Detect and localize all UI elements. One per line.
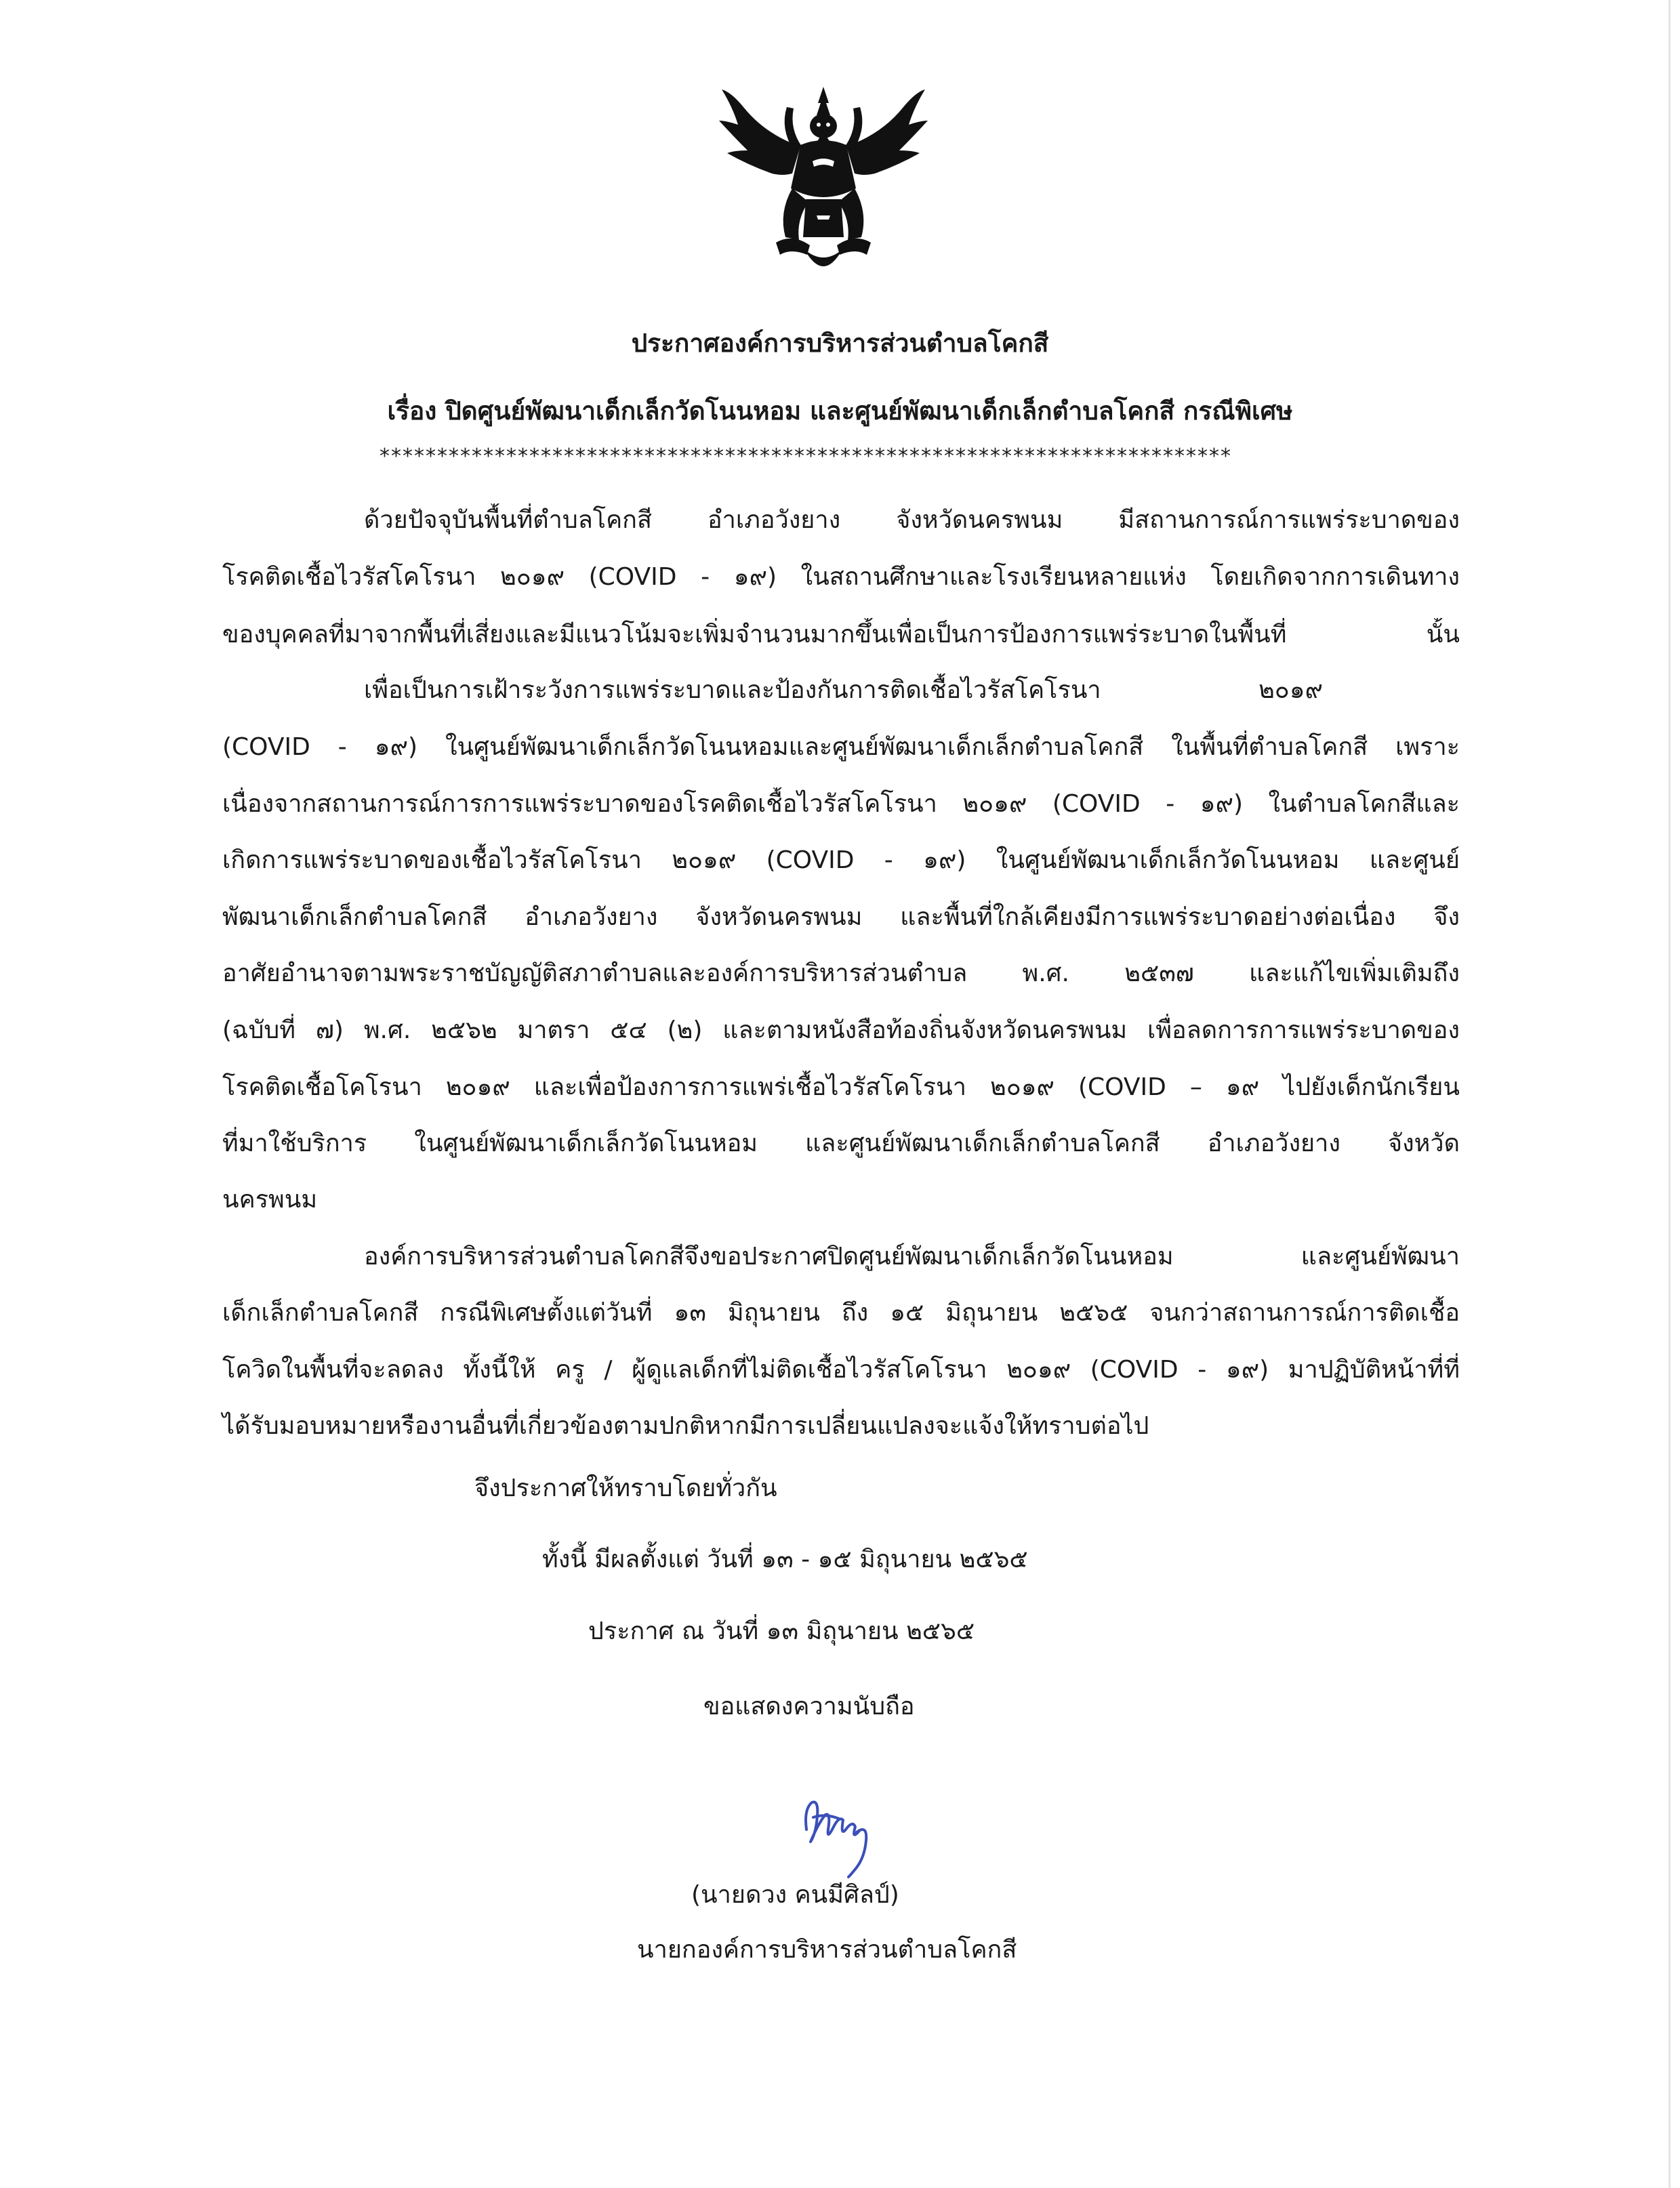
signer-title: นายกองค์การบริหารส่วนตำบลโคกสี (637, 1936, 1017, 1964)
announcement-title: ประกาศองค์การบริหารส่วนตำบลโคกสี (631, 329, 1049, 358)
paragraph-2-line-9: ที่มาใช้บริการ ในศูนย์พัฒนาเด็กเล็กวัดโนนหอม และศูนย์พัฒนาเด็กเล็กตำบลโคกสี อำเภอวังยาง จังหวัด (222, 1130, 1460, 1157)
garuda-emblem-icon (718, 80, 929, 283)
signer-name: (นายดวง คนมีศิลป์) (691, 1881, 899, 1909)
paragraph-2-line-5: พัฒนาเด็กเล็กตำบลโคกสี อำเภอวังยาง จังหวัดนครพนม และพื้นที่ใกล้เคียงมีการแพร่ระบาดอย่างต่อเนื่อง จึง (222, 903, 1460, 931)
paragraph-2-line-7: (ฉบับที่ ๗) พ.ศ. ๒๕๖๒ มาตรา ๕๔ (๒) และตามหนังสือท้องถิ่นจังหวัดนครพนม เพื่อลดการการแพร่ระบาดของ (222, 1016, 1460, 1044)
paragraph-2-line-6: อาศัยอำนาจตามพระราชบัญญัติสภาตำบลและองค์การบริหารส่วนตำบล พ.ศ. ๒๕๓๗ และแก้ไขเพิ่มเติมถึง (222, 959, 1460, 987)
paragraph-2-line-10: นครพนม (222, 1186, 318, 1214)
paragraph-2-line-8: โรคติดเชื้อโคโรนา ๒๐๑๙ และเพื่อป้องการการแพร่เชื้อไวรัสโคโรนา ๒๐๑๙ (COVID – ๑๙ ไปยังเด็กนักเรียน (222, 1073, 1460, 1101)
paragraph-2-line-2: (COVID - ๑๙) ในศูนย์พัฒนาเด็กเล็กวัดโนนหอมและศูนย์พัฒนาเด็กเล็กตำบลโคกสี ในพื้นที่ตำบลโคกสี เพราะ (222, 733, 1460, 761)
paragraph-3-line-1: องค์การบริหารส่วนตำบลโคกสีจึงขอประกาศปิดศูนย์พัฒนาเด็กเล็กวัดโนนหอม และศูนย์พัฒนา (364, 1243, 1460, 1271)
paragraph-2-line-4: เกิดการแพร่ระบาดของเชื้อไวรัสโคโรนา ๒๐๑๙ (COVID - ๑๙) ในศูนย์พัฒนาเด็กเล็กวัดโนนหอม และศูนย์ (222, 846, 1460, 874)
announcement-subject: เรื่อง ปิดศูนย์พัฒนาเด็กเล็กวัดโนนหอม และศูนย์พัฒนาเด็กเล็กตำบลโคกสี กรณีพิเศษ (387, 396, 1293, 426)
paragraph-3-line-4: ได้รับมอบหมายหรืองานอื่นที่เกี่ยวข้องตามปกติหากมีการเปลี่ยนแปลงจะแจ้งให้ทราบต่อไป (222, 1412, 1149, 1440)
separator-line: ************************************************************************** (380, 445, 1232, 468)
handwritten-signature (798, 1782, 880, 1884)
paragraph-1-line-1: ด้วยปัจจุบันพื้นที่ตำบลโคกสี อำเภอวังยาง จังหวัดนครพนม มีสถานการณ์การแพร่ระบาดของ (364, 506, 1460, 534)
announcement-date: ประกาศ ณ วันที่ ๑๓ มิถุนายน ๒๕๖๕ (588, 1617, 975, 1645)
paragraph-3-line-3: โควิดในพื้นที่จะลดลง ทั้งนี้ให้ ครู / ผู้ดูแลเด็กที่ไม่ติดเชื้อไวรัสโคโรนา ๒๐๑๙ (COVID - ๑๙) มาปฏิบัติหน้าที่ที่ (222, 1356, 1460, 1384)
paragraph-3-line-2: เด็กเล็กตำบลโคกสี กรณีพิเศษตั้งแต่วันที่ ๑๓ มิถุนายน ถึง ๑๕ มิถุนายน ๒๕๖๕ จนกว่าสถานการณ์การติดเชื้อ (222, 1299, 1460, 1327)
paragraph-1-line-2: โรคติดเชื้อไวรัสโคโรนา ๒๐๑๙ (COVID - ๑๙) ในสถานศึกษาและโรงเรียนหลายแห่ง โดยเกิดจากการเดินทาง (222, 563, 1460, 591)
closing-regards: ขอแสดงความนับถือ (703, 1693, 915, 1720)
closing-announce: จึงประกาศให้ทราบโดยทั่วกัน (474, 1474, 777, 1502)
paragraph-1-line-3: ของบุคคลที่มาจากพื้นที่เสี่ยงและมีแนวโน้มจะเพิ่มจำนวนมากขึ้นเพื่อเป็นการป้องการแพร่ระบาดในพื้นที่ นั้น (222, 621, 1460, 648)
paragraph-2-line-3: เนื่องจากสถานการณ์การการแพร่ระบาดของโรคติดเชื้อไวรัสโคโรนา ๒๐๑๙ (COVID - ๑๙) ในตำบลโคกสีและ (222, 790, 1460, 818)
paragraph-2-line-1: เพื่อเป็นการเฝ้าระวังการแพร่ระบาดและป้องกันการติดเชื้อไวรัสโคโรนา ๒๐๑๙ (364, 676, 1323, 704)
effective-dates: ทั้งนี้ มีผลตั้งแต่ วันที่ ๑๓ - ๑๕ มิถุนายน ๒๕๖๕ (542, 1546, 1028, 1573)
